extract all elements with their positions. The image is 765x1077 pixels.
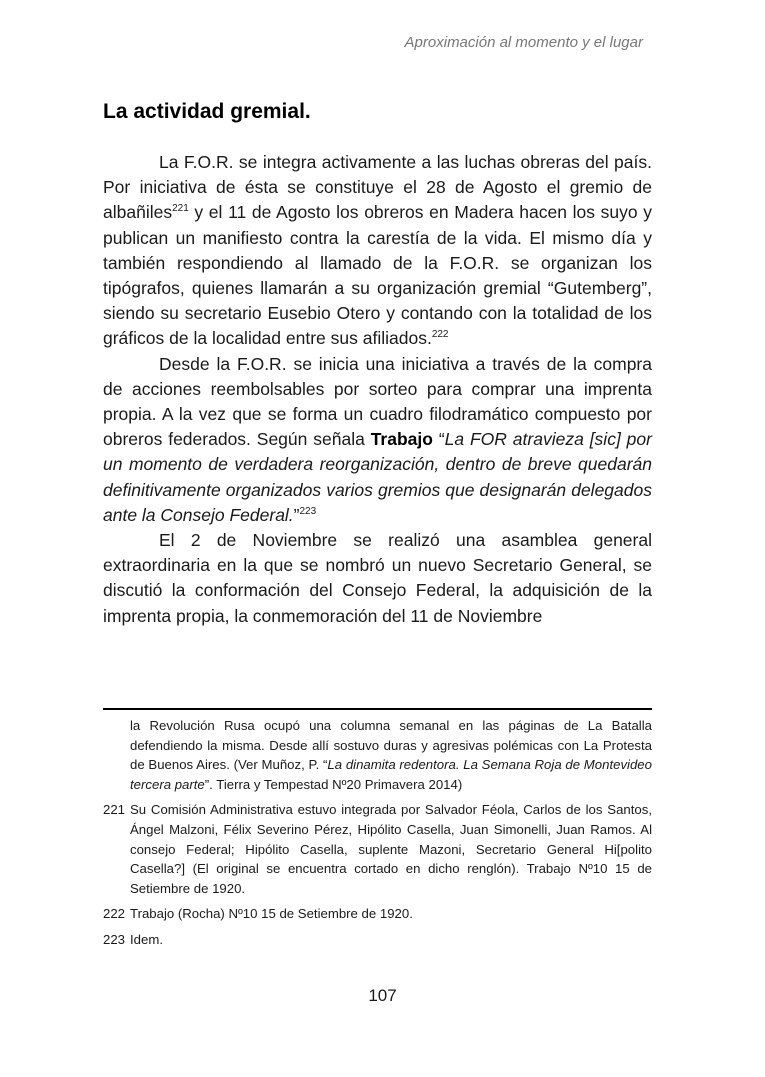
footnote-number: 222 [103,906,126,922]
footnotes [103,716,652,956]
footnote-222 [103,904,652,924]
footnote-continuation-text-a: la Revolución Rusa ocupó una columna semanal en las páginas de La Batalla defendiendo la misma. Desde allí sostuvo duras y agresivas polémicas con La Protesta de Buenos Aires. (Ver Muñoz, P. “ [130,718,652,773]
footnote-text: Idem. [130,931,163,947]
paragraph-2-text-a: Desde la F.O.R. se inicia una iniciativa a través de la compra de acciones reembolsables por sorteo para comprar una imprenta propia. A la vez que se forma un cuadro filodramático compuesto por obreros federados. Según señala [103,353,652,450]
footnote-number: 223 [103,931,126,947]
footnote-continuation-title: La dinamita redentora. La Semana Roja de Montevideo tercera parte [130,757,652,792]
footnote-text: Trabajo (Rocha) Nº10 15 de Setiembre de 1920. [130,906,413,922]
footnote-divider [103,708,652,710]
newspaper-name: Trabajo [370,429,433,450]
close-quote: ” [293,504,300,525]
footnote-continuation [103,716,652,794]
footnote-223 [103,930,652,950]
footnote-ref-223: 223 [299,505,317,517]
footnote-221 [103,800,652,898]
open-quote: “ [432,429,445,450]
paragraph-1 [103,150,652,352]
page-number: 107 [368,986,397,1005]
paragraph-3: El 2 de Noviembre se realizó una asamblea general extraordinaria en la que se nombró un nuevo Secretario General, se discutió la conformación del Consejo Federal, la adquisición de la imprenta propia, la conmemoración del 11 de Noviembre [103,530,652,626]
paragraph-1-text-b: y el 11 de Agosto los obreros en Madera hacen los suyo y publican un manifiesto contra la carestía de la vida. El mismo día y también respondiendo al llamado de la F.O.R. se organizan los tipógrafos, quienes llamarán a su organización gremial “Gutemberg”, siendo su secretario Eusebio Otero y contando con la totalidad de los gráficos de la localidad entre sus afiliados. [103,202,652,349]
running-header: Aproximación al momento y el lugar [404,34,643,51]
footnote-ref-222: 222 [431,329,449,341]
body-text [103,150,652,629]
paragraph-1-text-a: La F.O.R. se integra activamente a las luchas obreras del país. Por iniciativa de ésta se constituye el 28 de Agosto el gremio de albañiles [103,152,652,223]
footnote-number: 221 [103,802,126,818]
quoted-text: La FOR atravieza [sic] por un momento de verdadera reorganización, dentro de breve quedarán definitivamente organizados varios gremios que designarán delegados ante la Consejo Federal. [103,429,652,525]
footnote-continuation-text-b: ”. Tierra y Tempestad Nº20 Primavera 2014) [204,776,463,792]
footnote-text: Su Comisión Administrativa estuvo integrada por Salvador Féola, Carlos de los Santos, Ángel Malzoni, Félix Severino Pérez, Hipólito Casella, Juan Simonelli, Juan Ramos. Al consejo Federal; Hipólito Casella, suplente Mazoni, Secretario General Hi[polito Casella?] (El original se encuentra cortado en dicho renglón). Trabajo Nº10 15 de Setiembre de 1920. [130,802,652,896]
footnote-ref-221: 221 [172,203,189,215]
section-title: La actividad gremial. [103,100,311,123]
paragraph-2 [103,352,652,528]
